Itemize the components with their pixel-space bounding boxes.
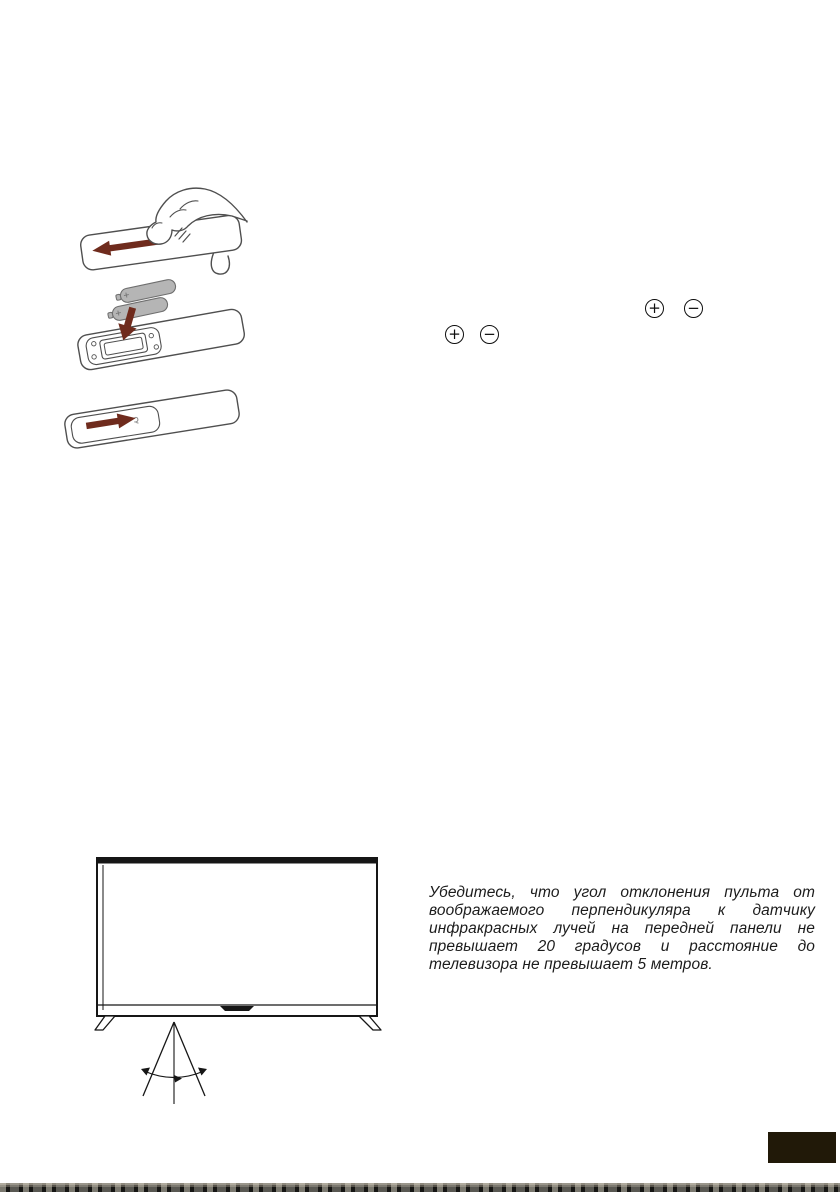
fingertip-shape	[211, 252, 229, 274]
arc-arrowhead-right	[198, 1068, 207, 1076]
minus-circle-icon: −	[684, 299, 703, 318]
minus-circle-icon: −	[480, 325, 499, 344]
arc-arrowhead-left	[141, 1068, 150, 1076]
ir-angle-diagram	[141, 1022, 207, 1104]
tv-front-illustration	[92, 852, 384, 1108]
ir-range-note: Убедитесь, что угол отклонения пульта от воображаемого перпендикуляра к датчику инфракрасных лучей на передней панели не превышает 20 градусов и расстояние до телевизора не превышает 5 метров.	[429, 884, 815, 973]
plus-circle-icon: +	[445, 325, 464, 344]
scan-edge-artifact	[0, 1183, 840, 1192]
arc-arrowhead-center	[174, 1075, 182, 1083]
tv-outline	[97, 858, 377, 1016]
close-battery-cover-illustration	[58, 386, 250, 452]
remote-back-outline	[76, 308, 246, 371]
tv-stand-feet	[95, 1016, 381, 1030]
open-battery-cover-illustration	[76, 176, 248, 278]
tv-ir-sensor-notch	[220, 1006, 254, 1011]
page-number-tab	[768, 1132, 836, 1163]
remote-back-outline	[63, 389, 240, 450]
insert-batteries-illustration	[70, 272, 255, 377]
plus-circle-icon: +	[645, 299, 664, 318]
